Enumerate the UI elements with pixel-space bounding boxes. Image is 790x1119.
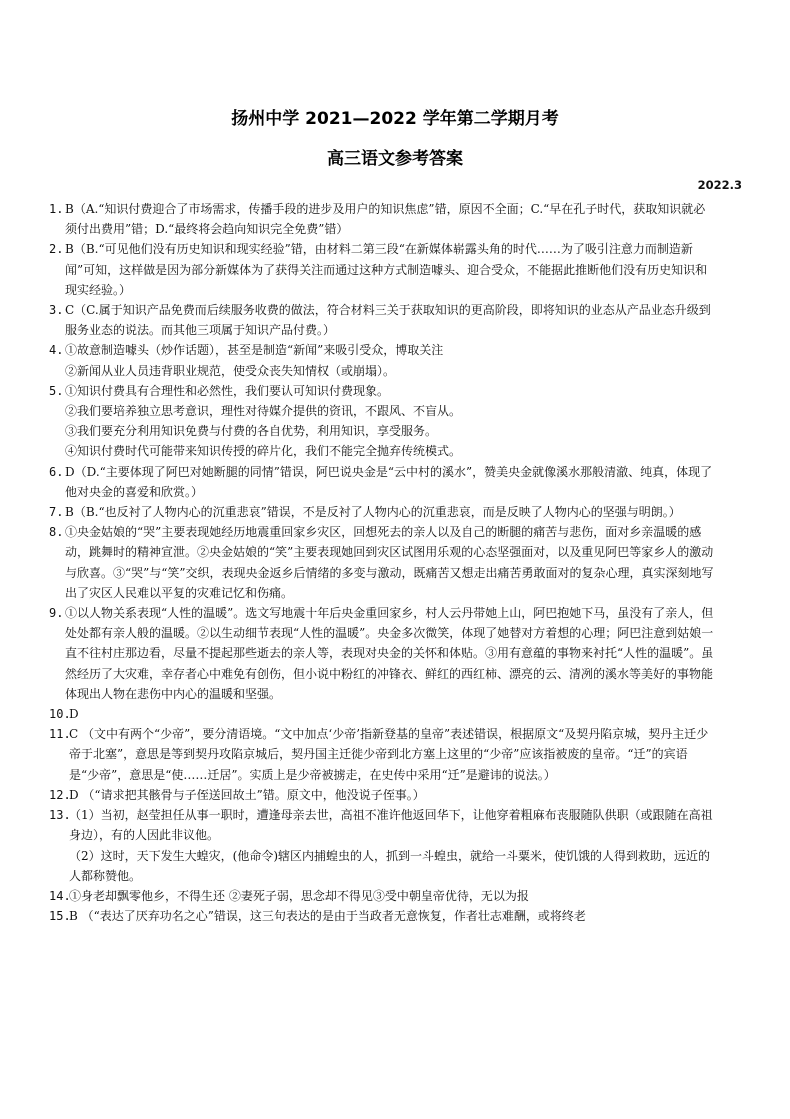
answer-item [49, 906, 715, 926]
answer-item [49, 886, 715, 906]
answer-number: 10. [49, 707, 71, 722]
answer-number: 3. [49, 303, 64, 318]
answer-text: B（A.“知识付费迎合了市场需求，传播手段的进步及用户的知识焦虑”错，原因不全面；C.“早在孔子时代，获取知识就必须付出费用”错；D.“最终将会趋向知识完全免费”错） [65, 202, 706, 237]
answer-text: ④知识付费时代可能带来知识传授的碎片化，我们不能完全抛弃传统模式。 [65, 444, 462, 459]
answer-text: ①央金姑娘的“哭”主要表现她经历地震重回家乡灾区，回想死去的亲人以及自己的断腿的痛苦与悲伤，面对乡亲温暖的感动，跳舞时的精神宣泄。②央金姑娘的“笑”主要表现她回到灾区试图用乐观的心态坚强面对，以及重见阿巴等家乡人的激动与欣喜。③“哭”与“笑”交织，表现央金返乡后情绪的多变与激动，既痛苦又想走出痛苦勇敢面对的复杂心理，真实深刻地写出了灾区人民难以平复的灾难记忆和伤痛。 [65, 525, 714, 600]
answer-number: 7. [49, 505, 64, 520]
answer-text: ①知识付费具有合理性和必然性，我们要认可知识付费现象。 [65, 383, 390, 398]
answer-text: ①以人物关系表现“人性的温暖”。选文写地震十年后央金重回家乡，村人云丹带她上山，阿巴抱她下马，虽没有了亲人，但处处都有亲人般的温暖。②以生动细节表现“人性的温暖”。央金多次微笑，体现了她替对方着想的心理；阿巴注意到姑娘一直不往村庄那边看，尽量不提起那些逝去的亲人等，表现对央金的关怀和体贴。③用有意蕴的事物来衬托“人性的温暖”。虽然经历了大灾难，幸存者心中难免有创伤，但小说中粉红的冲锋衣、鲜红的西红柿、漂亮的云、清冽的溪水等美好的事物能体现出人物在悲伤中内心的温暖和坚强。 [65, 606, 714, 701]
answer-text: C （文中有两个“少帝”，要分清语境。“文中加点‘少帝’指新登基的皇帝”表述错误，根据原文“及契丹陷京城，契丹主迁少帝于北塞”，意思是等到契丹攻陷京城后，契丹国主迁徙少帝到北方塞上这里的“少帝”应该指被废的皇帝。“迁”的宾语是“少帝”，意思是“使……迁居”。实质上是少帝被掳走，在史传中采用“迁”是避讳的说法。） [69, 727, 709, 782]
answer-number: 8. [49, 525, 64, 540]
answer-text: B （“表达了厌弃功名之心”错误，这三句表达的是由于当政者无意恢复，作者壮志难酬，或将终老 [69, 909, 586, 924]
answer-item [49, 603, 715, 704]
answer-number: 11. [49, 727, 71, 742]
answer-item [49, 785, 715, 805]
answer-text: ②我们要培养独立思考意识，理性对待媒介提供的资讯，不跟风、不盲从。 [65, 404, 462, 419]
answer-item [49, 199, 715, 239]
answer-text: D（D.“主要体现了阿巴对她断腿的同情”错误，阿巴说央金是“云中村的溪水”，赞美央金就像溪水那般清澈、纯真，体现了他对央金的喜爱和欣赏。） [65, 464, 713, 499]
answer-item [49, 300, 715, 340]
answer-text: D [69, 707, 79, 722]
answer-number: 15. [49, 909, 71, 924]
answer-item [49, 381, 715, 462]
answer-item [49, 805, 715, 886]
answer-text: ③我们要充分利用知识免费与付费的各自优势，利用知识，享受服务。 [65, 424, 438, 439]
answer-item [49, 522, 715, 603]
answer-item [49, 502, 715, 522]
answer-text: ①故意制造噱头（炒作话题），甚至是制造“新闻”来吸引受众，博取关注 [65, 343, 444, 358]
answer-item [49, 704, 715, 724]
answer-number: 1. [49, 202, 64, 216]
answer-item [49, 340, 715, 380]
answer-item [49, 462, 715, 502]
answer-number: 9. [49, 606, 64, 621]
answer-number: 2. [49, 242, 64, 257]
answer-text: （1）当初，赵莹担任从事一职时，遭逢母亲去世，高祖不准许他返回华下，让他穿着粗麻布丧服随队供职（或跟随在高祖身边），有的人因此非议他。 [69, 808, 713, 843]
answer-list [49, 199, 715, 926]
document-date: 2022.3 [697, 178, 742, 192]
answer-text: B（B.“可见他们没有历史知识和现实经验”错，由材料二第三段“在新媒体崭露头角的时代……为了吸引注意力而制造新闻”可知，这样做是因为部分新媒体为了获得关注而通过这种方式制造噱头、迎合受众，不能据此推断他们没有历史知识和现实经验。） [65, 242, 708, 297]
document-subtitle: 高三语文参考答案 [327, 149, 463, 169]
answer-number: 6. [49, 464, 64, 479]
answer-text: （2）这时，天下发生大蝗灾，(他命令)辖区内捕蝗虫的人，抓到一斗蝗虫，就给一斗粟米，使饥饿的人得到救助，远近的人都称赞他。 [69, 848, 711, 883]
answer-number: 13. [49, 808, 71, 823]
answer-text: ①身老却飘零他乡，不得生还 ②妻死子弱，思念却不得见③受中朝皇帝优待，无以为报 [69, 888, 529, 903]
answer-number: 14. [49, 888, 71, 903]
answer-number: 4. [49, 343, 64, 358]
answer-text: ②新闻从业人员违背职业规范，使受众丧失知情权（或崩塌）。 [65, 363, 396, 378]
document-title: 扬州中学 2021—2022 学年第二学期月考 [231, 109, 559, 129]
answer-item [49, 724, 715, 785]
answer-text: C（C.属于知识产品免费而后续服务收费的做法，符合材料三关于获取知识的更高阶段，即将知识的业态从产品业态升级到服务业态的说法。而其他三项属于知识产品付费。） [65, 303, 711, 338]
answer-number: 12. [49, 787, 71, 802]
answer-number: 5. [49, 383, 64, 398]
answer-text: D （“请求把其骸骨与子侄送回故土”错。原文中，他没说子侄事。） [69, 787, 425, 802]
answer-item [49, 239, 715, 300]
answer-text: B（B.“也反衬了人物内心的沉重悲哀”错误，不是反衬了人物内心的沉重悲哀，而是反映了人物内心的坚强与明朗。） [65, 505, 681, 520]
